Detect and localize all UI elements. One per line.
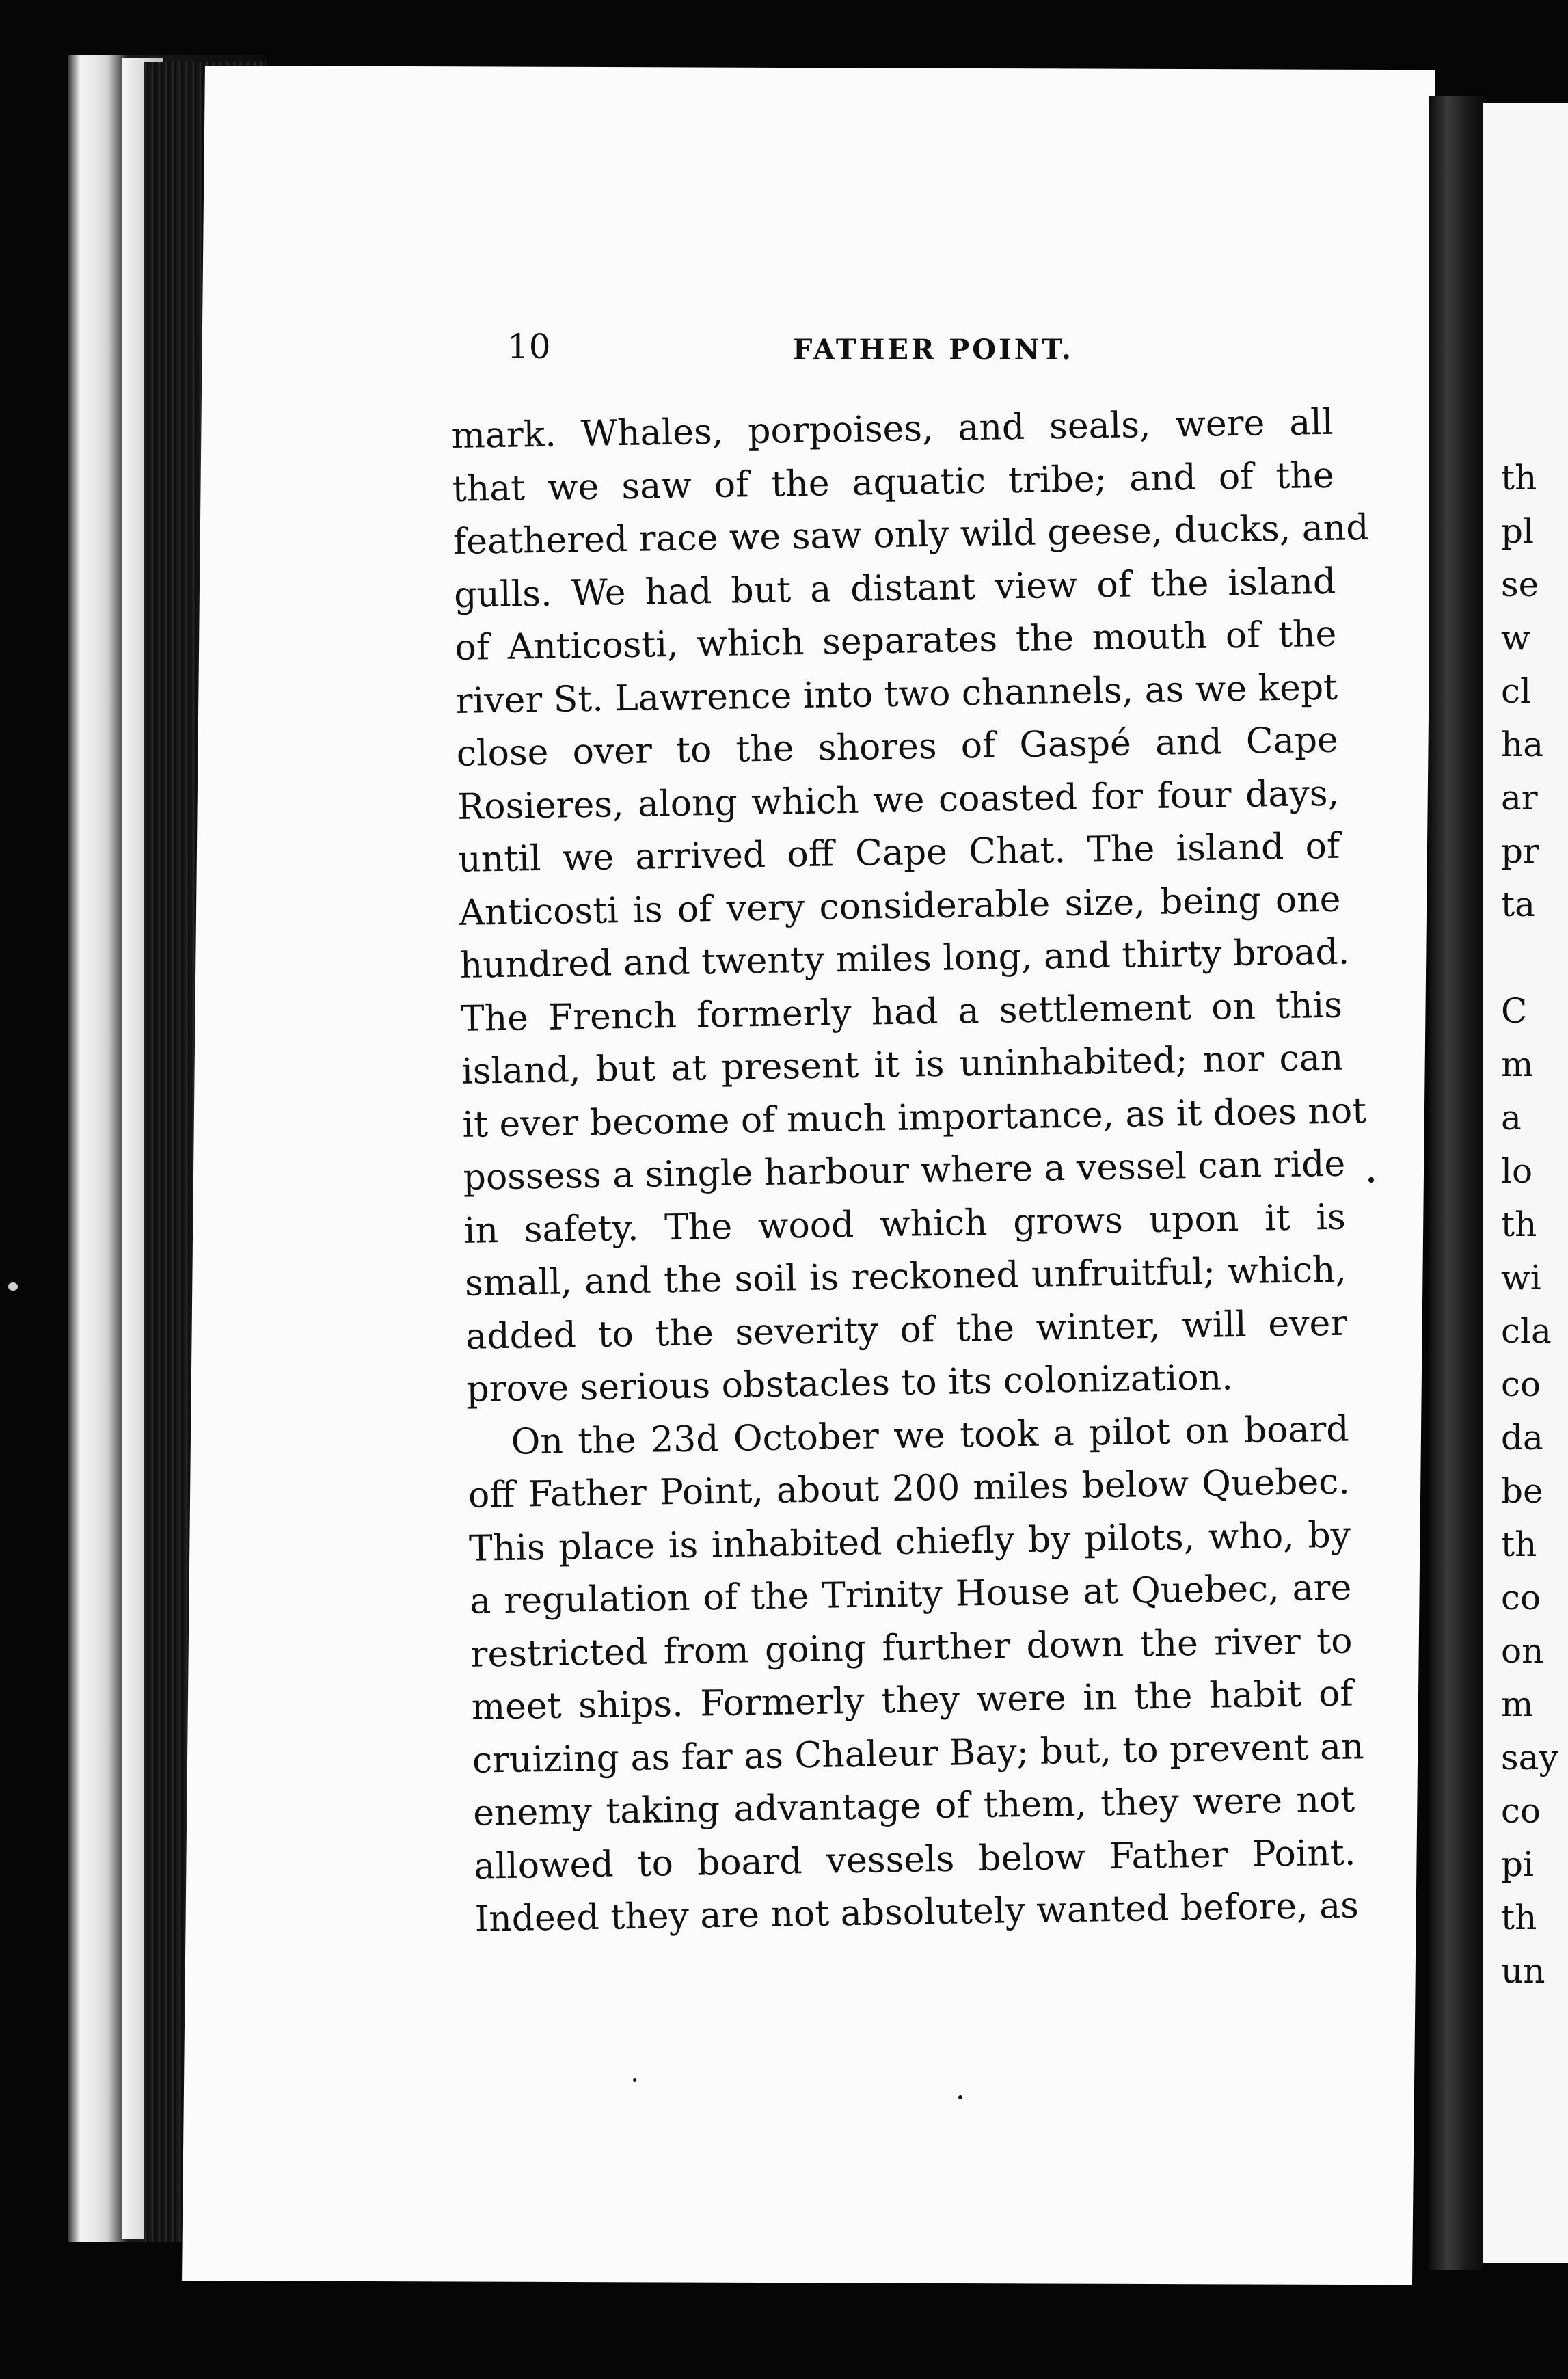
text-line: enemy taking advantage of them, they were not [472, 1779, 1355, 1834]
ink-speck [633, 2078, 636, 2082]
facing-page-fragment: wi [1501, 1258, 1541, 1298]
text-line: prove serious obstacles to its colonization. [466, 1357, 1234, 1410]
text-line: it ever become of much importance, as it does not [461, 1090, 1367, 1146]
text-line: hundred and twenty miles long, and thirty broad. [459, 931, 1350, 986]
facing-page-fragment: th [1501, 1524, 1537, 1564]
facing-page-fragment: co [1501, 1365, 1541, 1404]
text-line: Rosieres, along which we coasted for four days, [457, 772, 1340, 828]
facing-page-fragment: lo [1501, 1151, 1533, 1191]
facing-page-fragment: th [1501, 1205, 1537, 1244]
text-line: cruizing as far as Chaleur Bay; but, to prevent an [472, 1725, 1364, 1782]
facing-page-fragment: co [1501, 1791, 1541, 1831]
text-line: off Father Point, about 200 miles below Quebec. [468, 1461, 1351, 1516]
book-gutter [1429, 96, 1483, 2270]
facing-page-fragment: pr [1501, 831, 1539, 871]
body-text [451, 396, 1377, 1946]
text-line: until we arrived off Cape Chat. The island of [457, 825, 1340, 881]
running-title: FATHER POINT. [793, 334, 1074, 366]
facing-page-fragment: cla [1501, 1311, 1552, 1351]
text-line: of Anticosti, which separates the mouth of the [454, 613, 1337, 669]
text-line: possess a single harbour where a vessel can ride [463, 1143, 1346, 1198]
ink-speck [1368, 1177, 1374, 1183]
facing-page-fragment: se [1501, 565, 1539, 604]
facing-page-fragment: m [1501, 1684, 1534, 1724]
text-line: in safety. The wood which grows upon it is [463, 1196, 1347, 1252]
ink-speck [958, 2095, 962, 2099]
text-line: mark. Whales, porpoises, and seals, were all [451, 401, 1334, 457]
facing-page-fragment: cl [1501, 671, 1531, 711]
text-line: Anticosti is of very considerable size, being one [459, 878, 1341, 934]
text-line: island, but at present it is uninhabited; nor can [461, 1037, 1344, 1092]
facing-page-fragment: m [1501, 1045, 1534, 1084]
facing-page-fragment: co [1501, 1578, 1541, 1617]
facing-page-fragment: th [1501, 1898, 1537, 1937]
text-line: added to the severity of the winter, will ever [465, 1302, 1348, 1358]
facing-page-fragment: say [1501, 1738, 1558, 1777]
facing-page-fragment: ha [1501, 725, 1544, 764]
text-line: This place is inhabited chiefly by pilots, who, by [468, 1514, 1351, 1570]
facing-page-fragment: be [1501, 1471, 1543, 1511]
facing-page-fragment: pl [1501, 511, 1534, 551]
facing-page-fragment: ta [1501, 885, 1535, 924]
text-line: The French formerly had a settlement on this [460, 984, 1343, 1040]
facing-page-fragment: un [1501, 1951, 1545, 1991]
facing-page-fragment: a [1501, 1098, 1522, 1138]
page-number: 10 [507, 327, 551, 366]
text-line: river St. Lawrence into two channels, as we kept [455, 667, 1338, 722]
text-line: close over to the shores of Gaspé and Cape [456, 719, 1339, 775]
text-line: small, and the soil is reckoned unfruitful; which, [464, 1249, 1347, 1304]
text-line: that we saw of the aquatic tribe; and of the [452, 455, 1335, 510]
facing-page-fragment: C [1501, 991, 1528, 1031]
scan-speck [8, 1282, 18, 1291]
facing-page-fragment: da [1501, 1418, 1543, 1457]
text-line: Indeed they are not absolutely wanted before, as [474, 1885, 1360, 1940]
facing-page-fragment: ar [1501, 778, 1538, 818]
facing-page-fragment: th [1501, 458, 1537, 498]
text-line: allowed to board vessels below Father Point. [473, 1831, 1356, 1887]
text-line: a regulation of the Trinity House at Quebec, are [469, 1567, 1352, 1622]
facing-page [1483, 103, 1568, 2263]
text-line: restricted from going further down the river to [470, 1620, 1353, 1676]
text-line: meet ships. Formerly they were in the habit of [471, 1673, 1354, 1728]
text-line: feathered race we saw only wild geese, ducks, and [452, 507, 1370, 563]
facing-page-fragment: w [1501, 618, 1530, 658]
facing-page-fragment: on [1501, 1631, 1544, 1671]
facing-page-fragment: pi [1501, 1844, 1534, 1884]
text-line: On the 23d October we took a pilot on board [511, 1408, 1350, 1463]
text-line: gulls. We had but a distant view of the island [453, 561, 1336, 616]
